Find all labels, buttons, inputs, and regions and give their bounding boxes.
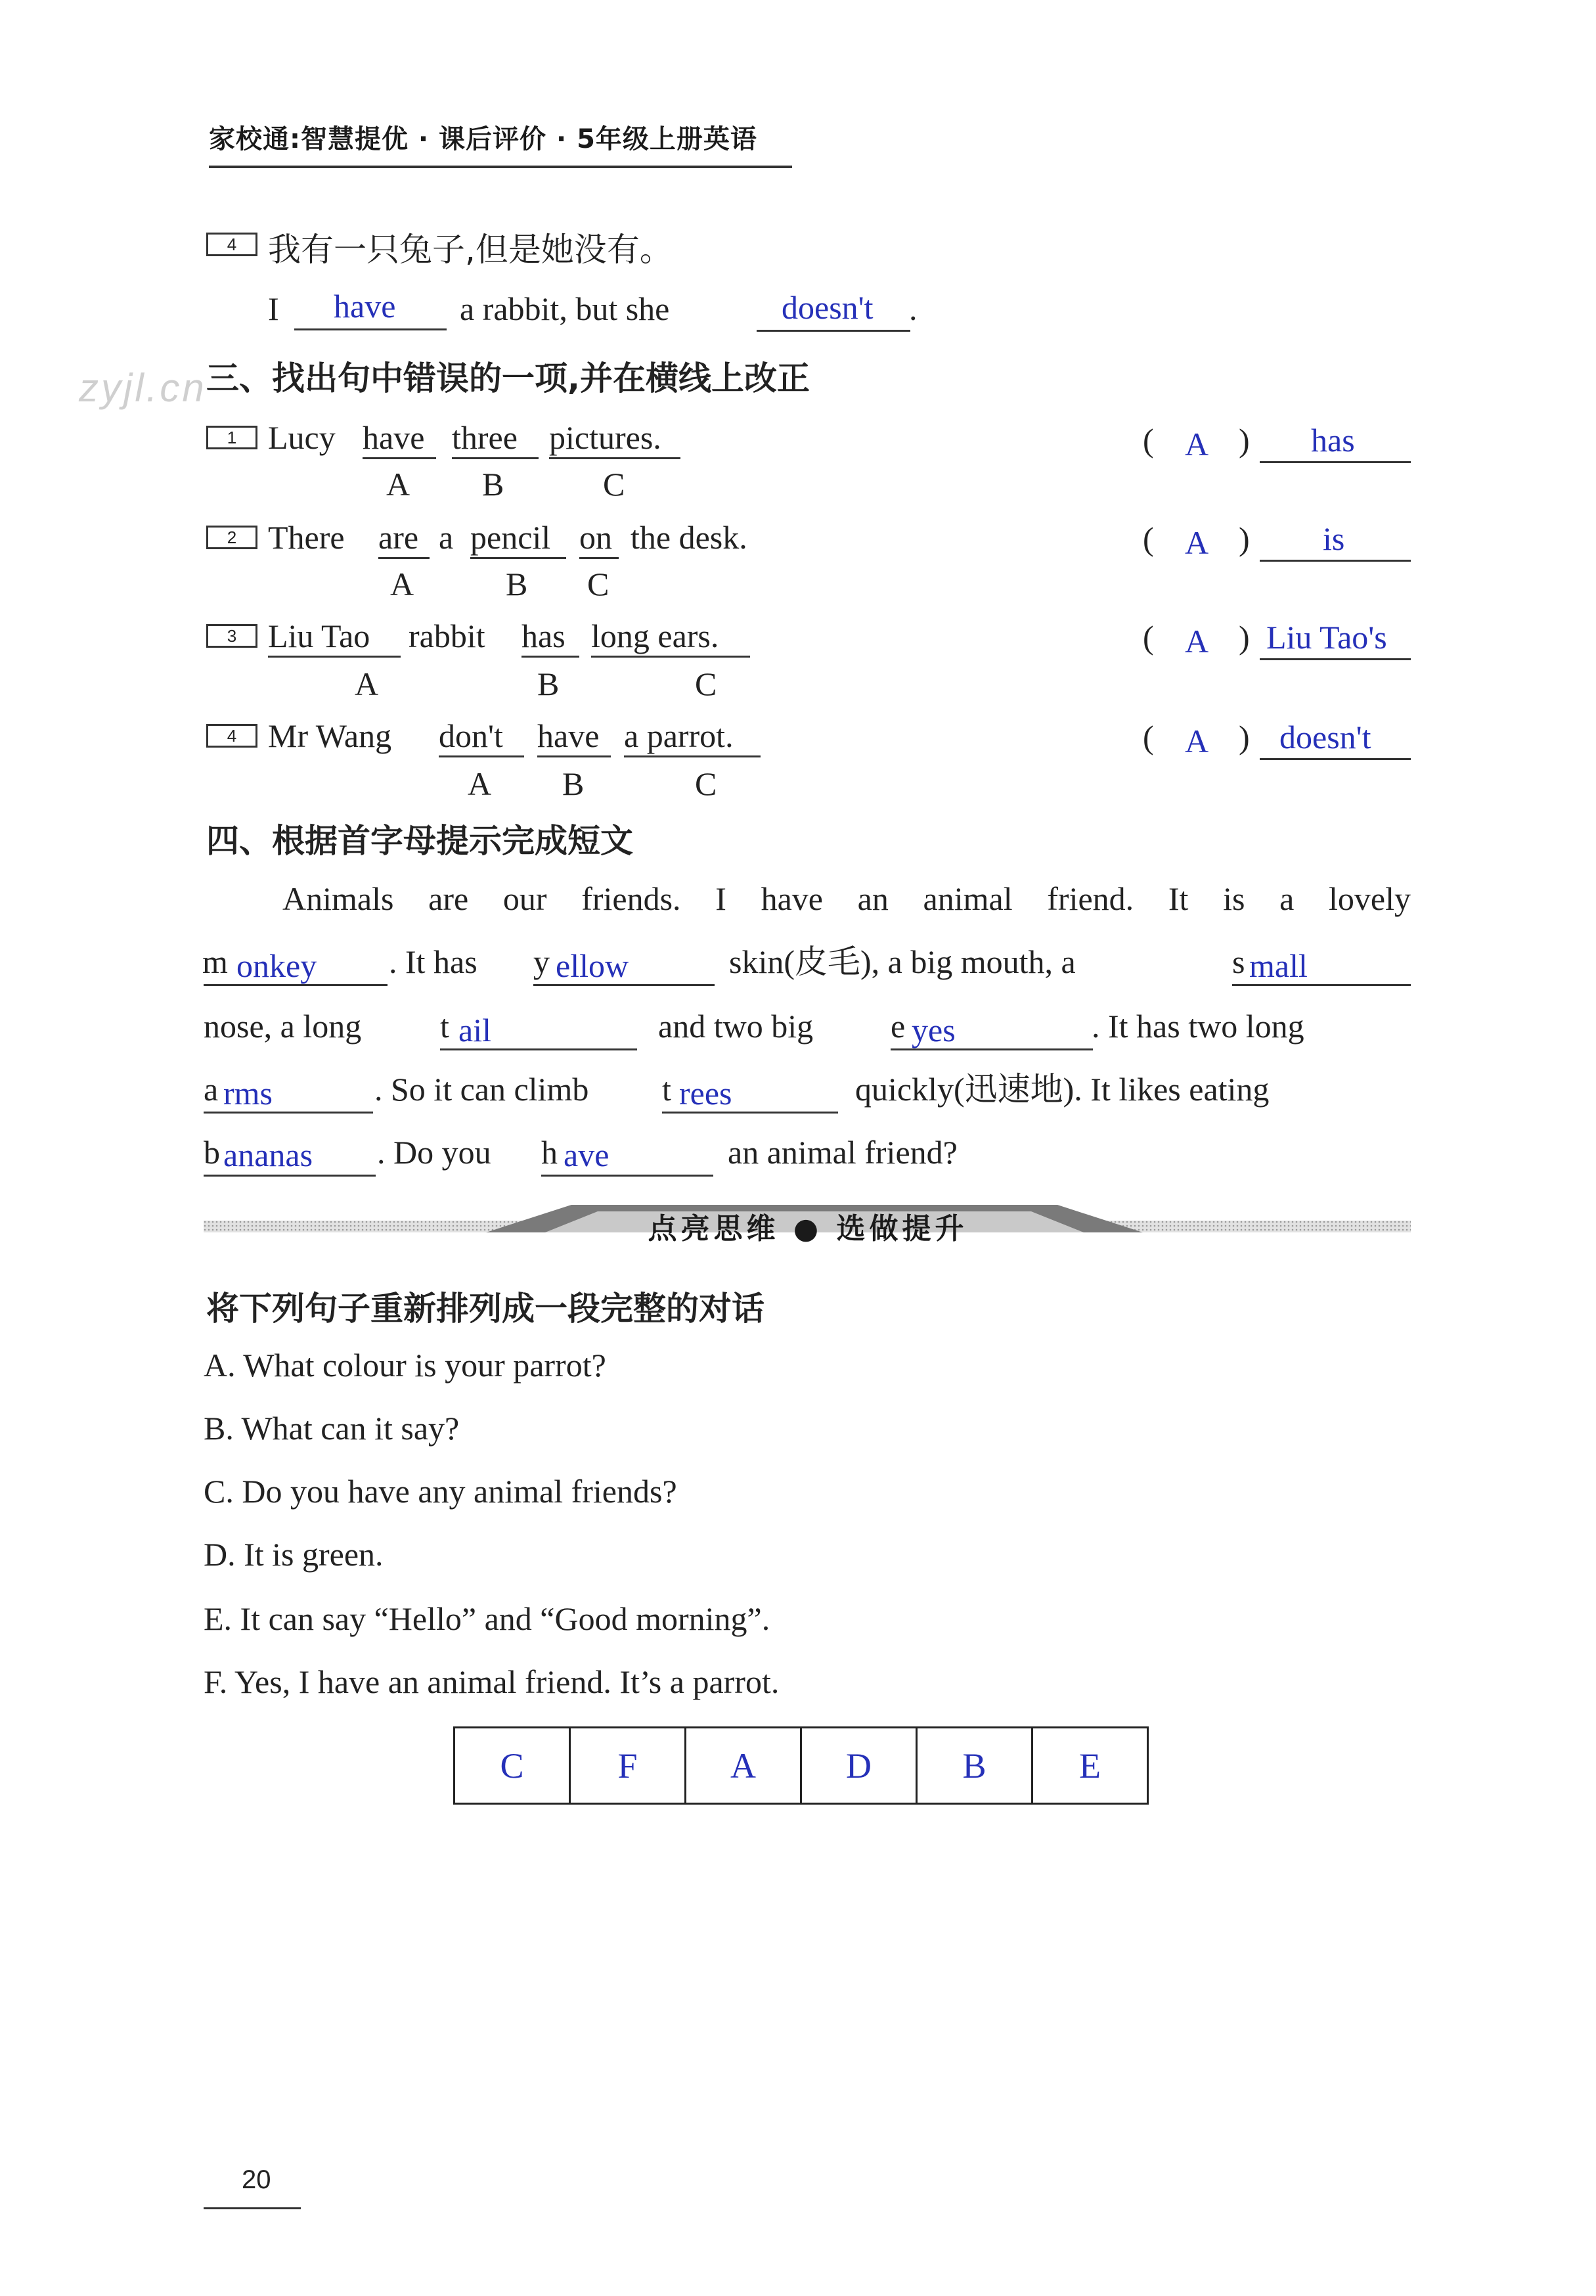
watermark: zyjl.cn [79, 366, 207, 410]
passage-text: and two big [658, 1008, 814, 1045]
answer-text: have [334, 288, 396, 325]
dialogue-sentence: C. Do you have any animal friends? [204, 1473, 677, 1510]
passage-answer: ave [564, 1137, 610, 1173]
hint-letter: e [891, 1008, 906, 1045]
dialogue-sentence: A. What colour is your parrot? [204, 1347, 606, 1384]
correction-blank [1260, 658, 1411, 660]
passage-answer: ananas [223, 1137, 313, 1173]
hint-letter: y [533, 943, 550, 980]
hint-letter: h [541, 1134, 558, 1171]
question-number-box: 3 [206, 624, 257, 648]
dialogue-sentence: B. What can it say? [204, 1410, 460, 1447]
correction-answer: Liu Tao's [1266, 619, 1387, 656]
question-number-box: 4 [206, 724, 257, 748]
banner-title: 点亮思维 ● 选做提升 [648, 1212, 968, 1246]
order-cell: B [917, 1728, 1032, 1804]
section-title: 将下列句子重新排列成一段完整的对话 [206, 1290, 765, 1328]
choice-answer: A [1185, 524, 1209, 561]
dialogue-sentence: E. It can say “Hello” and “Good morning”. [204, 1600, 770, 1637]
section-banner [204, 1201, 1411, 1246]
question-number-box: 4 [206, 233, 257, 256]
order-cell: A [686, 1728, 801, 1804]
passage-answer: onkey [236, 947, 317, 984]
option-b-word: has [521, 616, 579, 658]
hint-letter: t [440, 1008, 449, 1045]
order-cell: C [454, 1728, 570, 1804]
passage-text: . Do you [377, 1134, 491, 1171]
option-a-word: are [378, 518, 430, 559]
option-a-word: don't [439, 716, 524, 757]
sentence-word: Lucy [268, 419, 336, 456]
passage-text: . It has two long [1092, 1008, 1304, 1045]
option-a-word: Liu Tao [268, 616, 401, 658]
sentence-text: a rabbit, but she [460, 290, 670, 327]
correction-blank [1260, 560, 1411, 562]
dialogue-sentence: F. Yes, I have an animal friend. It’s a parrot. [204, 1663, 780, 1700]
option-c-word: long ears. [591, 616, 750, 658]
paren-close: ) [1239, 520, 1250, 557]
paren-close: ) [1239, 619, 1250, 656]
paren-close: ) [1239, 719, 1250, 755]
answer-text: doesn't [782, 289, 874, 326]
answer-blank [757, 330, 910, 332]
choice-answer: A [1185, 723, 1209, 759]
passage-line: Animals are our friends. I have an animal friend. It is a lovely [282, 880, 1411, 917]
option-letter-b: B [482, 466, 504, 503]
passage-answer: rees [679, 1075, 732, 1112]
passage-text: . It has [389, 943, 477, 980]
paren-open: ( [1143, 619, 1154, 656]
correction-answer: has [1311, 422, 1355, 459]
option-letter-c: C [587, 566, 610, 602]
passage-answer: yes [912, 1012, 956, 1048]
passage-blank [541, 1175, 713, 1177]
passage-text: quickly(迅速地). It likes eating [855, 1071, 1270, 1108]
order-cell: E [1032, 1728, 1148, 1804]
correction-blank [1260, 758, 1411, 760]
sentence-end: . [909, 290, 918, 327]
header-rule [209, 166, 792, 168]
answer-blank [294, 328, 447, 330]
hint-letter: a [204, 1071, 219, 1108]
section-title: 四、根据首字母提示完成短文 [206, 822, 633, 860]
sentence-word: There [268, 519, 345, 556]
option-b-word: have [537, 716, 611, 757]
chinese-prompt: 我有一只兔子,但是她没有。 [268, 231, 673, 269]
correction-blank [1260, 461, 1411, 463]
paren-open: ( [1143, 422, 1154, 459]
option-letter-a: A [355, 665, 379, 702]
passage-answer: ail [458, 1012, 491, 1048]
page-number-rule [204, 2207, 301, 2209]
choice-answer: A [1185, 623, 1209, 660]
sentence-word: rabbit [409, 618, 485, 654]
option-c-word: a parrot. [624, 716, 761, 757]
page-number: 20 [242, 2165, 271, 2194]
option-letter-b: B [537, 665, 560, 702]
passage-answer: mall [1249, 947, 1308, 984]
option-letter-b: B [506, 566, 528, 602]
option-letter-c: C [603, 466, 625, 503]
section-title: 三、找出句中错误的一项,并在横线上改正 [206, 359, 810, 397]
correction-answer: doesn't [1279, 719, 1371, 755]
correction-answer: is [1323, 520, 1345, 557]
hint-letter: m [202, 943, 228, 980]
sentence-word: a [439, 519, 454, 556]
passage-text: skin(皮毛), a big mouth, a [729, 943, 1076, 980]
answer-order-table [453, 1726, 1149, 1805]
question-number-box: 2 [206, 526, 257, 549]
option-letter-a: A [468, 765, 492, 802]
page-header: 家校通:智慧提优 · 课后评价 · 5年级上册英语 [209, 124, 757, 154]
option-b-word: three [452, 418, 539, 459]
option-letter-b: B [562, 765, 585, 802]
option-letter-a: A [386, 466, 410, 503]
paren-open: ( [1143, 719, 1154, 755]
hint-letter: s [1232, 943, 1245, 980]
hint-letter: b [204, 1134, 220, 1171]
option-c-word: pictures. [549, 418, 680, 459]
option-letter-a: A [390, 566, 414, 602]
order-cell: F [570, 1728, 686, 1804]
passage-blank [204, 1175, 376, 1177]
sentence-word: Mr Wang [268, 717, 392, 754]
dialogue-sentence: D. It is green. [204, 1536, 384, 1573]
passage-text: . So it can climb [374, 1071, 589, 1108]
option-b-word: pencil [470, 518, 566, 559]
paren-open: ( [1143, 520, 1154, 557]
passage-text: nose, a long [204, 1008, 362, 1045]
passage-answer: rms [223, 1075, 273, 1112]
option-letter-c: C [695, 665, 717, 702]
option-c-word: on [579, 518, 619, 559]
paren-close: ) [1239, 422, 1250, 459]
order-cell: D [801, 1728, 917, 1804]
option-a-word: have [363, 418, 436, 459]
passage-text: an animal friend? [728, 1134, 958, 1171]
question-number-box: 1 [206, 426, 257, 449]
sentence-word: the desk. [631, 519, 747, 556]
hint-letter: t [662, 1071, 671, 1108]
sentence-text: I [268, 290, 279, 327]
option-letter-c: C [695, 765, 717, 802]
choice-answer: A [1185, 426, 1209, 462]
passage-answer: ellow [556, 947, 629, 984]
